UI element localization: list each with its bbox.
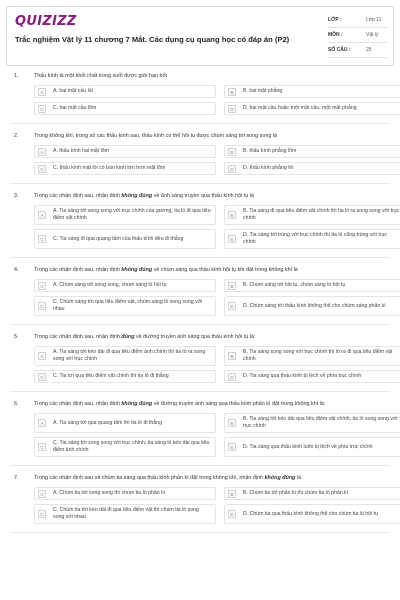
option-letter-box: D (228, 165, 236, 173)
option-letter-box: B (228, 88, 236, 96)
option-text: B. Chùm sáng tới hội tụ, chùm sáng ló hội tụ (243, 282, 346, 288)
answer-option[interactable] (224, 504, 400, 524)
question-stem: Trong không khí, trong số các thấu kính sau, thấu kính có thể hội tụ được chùm sáng tới song song là (34, 133, 278, 139)
question-text (0, 266, 400, 274)
question-number: 7. (14, 475, 19, 481)
option-text: D. Tia sáng qua thấu kính bị lệch về phía trục chính (243, 373, 362, 379)
option-text: B. Chùm tia tới phân kì thì chùm tia ló phân kì (243, 490, 349, 496)
option-text: B. hai mặt phẳng (243, 88, 283, 94)
meta-row-subject (328, 28, 388, 43)
answer-option[interactable] (224, 205, 400, 225)
option-text: D. Tia sáng qua thấu kính luôn bị lệch về phía trục chính (243, 443, 373, 450)
question-text (0, 474, 400, 482)
answer-option[interactable] (224, 346, 400, 366)
answer-option[interactable] (224, 437, 400, 457)
option-letter-box: D (228, 105, 236, 113)
option-text: A. Chùm tia tới song song thì chùm tia ló phân kì (53, 490, 166, 496)
answer-options (0, 413, 400, 457)
question-6 (0, 400, 400, 466)
question-2 (0, 132, 400, 184)
question-stem: Trong các nhận định sau, nhận định (34, 334, 122, 340)
question-divider (10, 532, 390, 533)
option-text: C. Tia sáng tới song song với trục chính, tia sáng ló kéo dài qua tiêu điểm ảnh chính (53, 440, 210, 453)
option-text: C. thấu kính mặt lồi có bán kính lớn hơn mặt lõm (53, 165, 166, 171)
question-text (0, 72, 400, 80)
option-letter-box: C (38, 165, 46, 173)
meta-value: Lớp 11 (366, 17, 382, 23)
meta-key: MÔN : (328, 32, 343, 38)
option-text: B. Tia sáng tới kéo dài qua tiêu điểm vật chính, tia ló song song với trục chính (243, 416, 398, 429)
answer-option[interactable] (224, 162, 400, 175)
answer-option[interactable] (34, 162, 216, 175)
answer-options (0, 205, 400, 249)
option-letter-box: B (228, 352, 236, 360)
quizizz-logo: QUIZIZZ (15, 14, 77, 29)
question-4 (0, 266, 400, 325)
question-list (0, 72, 400, 541)
option-text: A. hai mặt cầu lồi (53, 88, 93, 94)
question-divider (10, 123, 390, 124)
answer-option[interactable] (224, 102, 400, 115)
answer-options (0, 487, 400, 524)
question-stem-end: về chùm sáng qua thấu kính hội tụ khi đặt trong không khí là (152, 267, 298, 273)
answer-options (0, 346, 400, 383)
option-text: D. thấu kính phẳng lồi (243, 165, 294, 171)
option-letter-box: B (228, 211, 236, 219)
option-letter-box: A (38, 419, 46, 427)
answer-option[interactable] (34, 229, 216, 249)
option-letter-box: C (38, 443, 46, 451)
option-text: A. thấu kính hai mặt lõm (53, 148, 109, 154)
meta-value: Vật lý (366, 32, 379, 38)
question-divider (10, 465, 390, 466)
question-emphasis: đúng (121, 334, 135, 340)
option-text: A. Tia sáng tới song song với trục chính của gương, tia ló đi qua tiêu điểm vật chính (53, 208, 211, 221)
option-letter-box: A (38, 352, 46, 360)
answer-option[interactable] (34, 102, 216, 115)
option-letter-box: B (228, 490, 236, 498)
question-emphasis: không đúng (121, 193, 153, 199)
option-letter-box: C (38, 302, 46, 310)
option-letter-box: C (38, 510, 46, 518)
answer-option[interactable] (224, 487, 400, 500)
answer-option[interactable] (224, 279, 400, 292)
meta-key: LỚP : (328, 17, 342, 23)
question-stem: Trong các nhận định sau, nhận định (34, 193, 122, 199)
meta-info (328, 13, 388, 58)
question-stem: Thấu kính là một khối chất trong suốt được giới hạn bởi (34, 73, 168, 79)
question-emphasis: không đúng (264, 475, 296, 481)
question-emphasis: không đúng (121, 267, 153, 273)
option-letter-box: A (38, 88, 46, 96)
option-text: C. Tia tới qua tiêu điểm vật chính thì tia ló đi thẳng (53, 373, 169, 379)
option-text: C. Chùm tia tới kéo dài đi qua tiêu điểm vật thì chùm tia ló song song với nhau (53, 507, 199, 520)
answer-option[interactable] (34, 296, 216, 316)
option-text: B. Tia sáng song song với trục chính thì ló ra đi qua tiêu điểm vật chính (243, 349, 393, 362)
answer-option[interactable] (34, 205, 216, 225)
question-stem-end: về đường truyền ánh sáng qua thấu kính hội tụ là: (134, 334, 256, 340)
option-letter-box: D (228, 373, 236, 381)
option-text: B. Tia sáng đi qua tiêu điểm vật chính thì tia ló ra song song với trục chính (243, 208, 400, 221)
question-number: 3. (14, 193, 19, 199)
answer-options (0, 145, 400, 175)
answer-option[interactable] (34, 413, 216, 433)
meta-key: SỐ CÂU : (328, 47, 351, 53)
answer-option[interactable] (34, 85, 216, 98)
question-7 (0, 474, 400, 533)
question-text (0, 132, 400, 140)
question-text (0, 333, 400, 341)
question-stem-end: về ảnh sáng truyền qua thấu kính hội tụ là (152, 193, 255, 199)
question-divider (10, 391, 390, 392)
question-5 (0, 333, 400, 392)
option-text: A. Tia sáng tới qua quang tâm thì tia ló đi thẳng (53, 419, 162, 426)
answer-option[interactable] (224, 413, 400, 433)
worksheet-header (6, 6, 394, 66)
answer-option[interactable] (224, 85, 400, 98)
option-text: A. Tia sáng tới kéo dài đi qua tiêu điểm ảnh chính thì tia ló ra song song với trục chính (53, 349, 206, 362)
answer-option[interactable] (224, 370, 400, 383)
answer-option[interactable] (34, 504, 216, 524)
question-text (0, 192, 400, 200)
option-text: D. Chùm sáng tới thấu kính không thể cho chùm sáng phân kì (243, 302, 386, 309)
option-letter-box: C (38, 105, 46, 113)
option-text: D. hai mặt cầu hoặc một mặt cầu, một mặt phẳng (243, 105, 357, 111)
question-divider (10, 324, 390, 325)
answer-option[interactable] (34, 346, 216, 366)
option-letter-box: B (228, 282, 236, 290)
answer-option[interactable] (34, 279, 216, 292)
answer-option[interactable] (224, 296, 400, 316)
option-letter-box: D (228, 443, 236, 451)
option-letter-box: D (228, 510, 236, 518)
option-letter-box: B (228, 419, 236, 427)
option-text: D. Tia sáng tới trùng với trục chính thì tia ló cũng trùng với trục chính (243, 232, 387, 245)
option-letter-box: A (38, 490, 46, 498)
question-divider (10, 183, 390, 184)
question-3 (0, 192, 400, 258)
option-letter-box: C (38, 373, 46, 381)
option-letter-box: A (38, 148, 46, 156)
answer-option[interactable] (34, 145, 216, 158)
answer-option[interactable] (34, 370, 216, 383)
option-letter-box: A (38, 211, 46, 219)
worksheet-title: Trắc nghiệm Vật lý 11 chương 7 Mắt. Các dụng cụ quang học có đáp án (P2) (15, 35, 290, 44)
option-text: C. hai mặt cầu lõm (53, 105, 97, 111)
option-text: B. thấu kính phẳng lõm (243, 148, 297, 154)
option-letter-box: D (228, 235, 236, 243)
meta-value: 25 (366, 47, 372, 53)
option-letter-box: B (228, 148, 236, 156)
option-letter-box: A (38, 282, 46, 290)
question-number: 5. (14, 334, 19, 340)
answer-option[interactable] (224, 229, 400, 249)
question-number: 4. (14, 267, 19, 273)
question-stem: Trong các nhận định sau, nhận định (34, 401, 122, 407)
answer-option[interactable] (224, 145, 400, 158)
option-text: C. Chùm sáng tới qua tiêu điểm vật, chùm sáng ló song song với nhau (53, 299, 203, 312)
question-number: 1. (14, 73, 19, 79)
meta-row-class (328, 13, 388, 28)
meta-row-count (328, 43, 388, 58)
question-number: 6. (14, 401, 19, 407)
option-text: A. Chùm sáng tới song song, chùm sáng ló hội tụ (53, 282, 167, 288)
question-stem-end: về đường truyền ánh sáng qua thấu kính phân kì đặt trong không khí là: (152, 401, 326, 407)
question-divider (10, 257, 390, 258)
question-number: 2. (14, 133, 19, 139)
question-stem: Trong các nhận định sau, nhận định (34, 267, 122, 273)
question-stem: Trong các nhận định sau về chùm tia sáng qua thấu kính phân kì đặt trong không khí, nhận định (34, 475, 265, 481)
question-emphasis: không đúng (121, 401, 153, 407)
answer-option[interactable] (34, 487, 216, 500)
question-text (0, 400, 400, 408)
option-text: D. Chùm tia qua thấu kính không thể cho chùm tia ló hội tụ (243, 510, 378, 517)
question-stem-end: là (295, 475, 302, 481)
answer-options (0, 85, 400, 115)
answer-option[interactable] (34, 437, 216, 457)
option-text: C. Tia sáng đi qua quang tâm của thấu kính đều đi thẳng (53, 235, 184, 242)
option-letter-box: D (228, 302, 236, 310)
answer-options (0, 279, 400, 316)
option-letter-box: C (38, 235, 46, 243)
question-1 (0, 72, 400, 124)
